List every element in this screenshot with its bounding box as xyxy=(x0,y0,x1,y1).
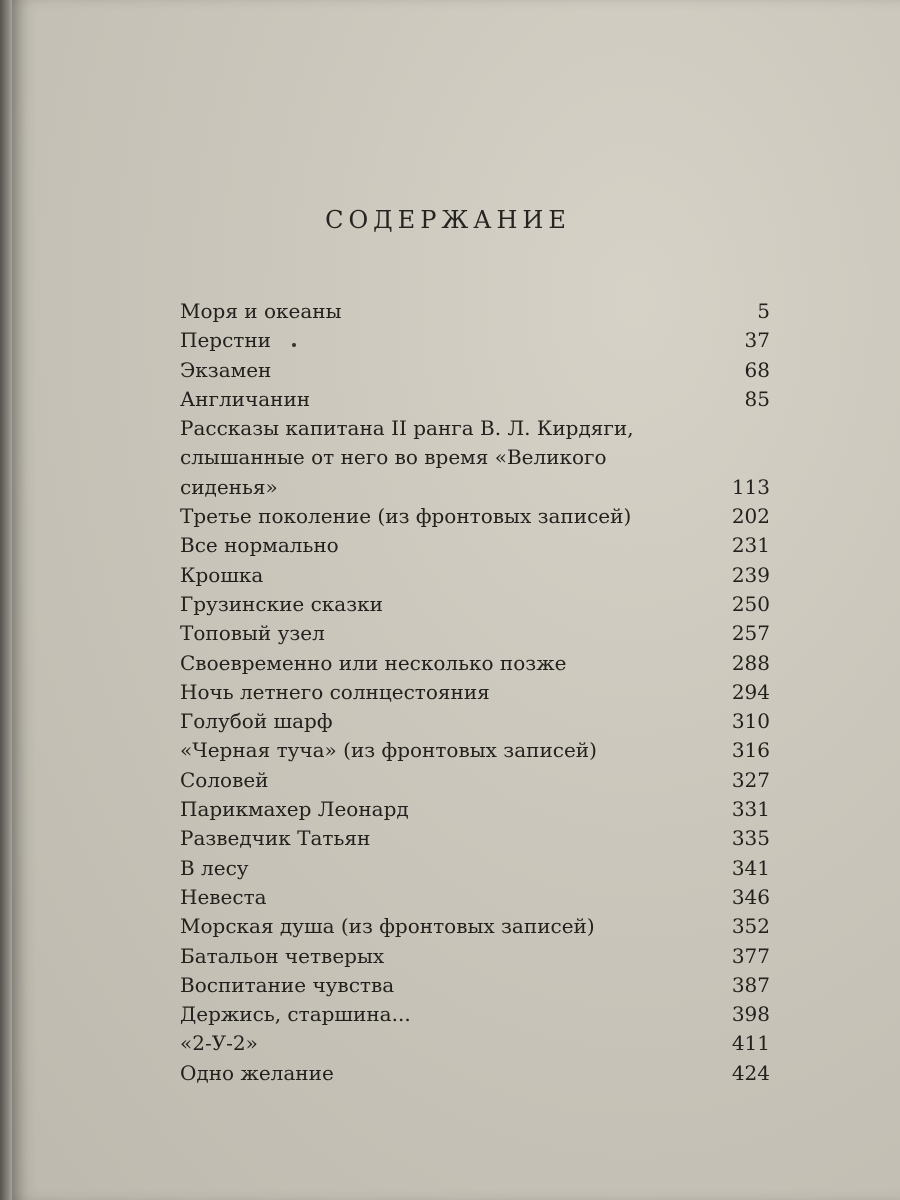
table-of-contents xyxy=(180,297,770,1088)
toc-entry xyxy=(180,385,770,414)
entry-title: «2-У-2» xyxy=(180,1031,258,1056)
toc-entry xyxy=(180,795,770,824)
entry-title: Голубой шарф xyxy=(180,709,333,734)
entry-title: Перстни xyxy=(180,328,272,353)
entry-title: Держись, старшина... xyxy=(180,1002,411,1027)
entry-title: Соловей xyxy=(180,767,269,792)
entry-title: Грузинские сказки xyxy=(180,591,383,616)
entry-title: Моря и океаны xyxy=(180,299,342,323)
entry-title: Англичанин xyxy=(180,386,311,411)
toc-entry xyxy=(180,414,770,502)
entry-title: «Черная туча» (из фронтовых записей) xyxy=(180,738,597,763)
entry-title: Все нормально xyxy=(180,533,339,558)
toc-entry xyxy=(180,619,770,648)
entry-title: Экзамен xyxy=(180,357,272,382)
entry-page: 37 xyxy=(744,328,770,353)
toc-entry xyxy=(180,971,770,1000)
entry-page: 331 xyxy=(731,797,770,822)
entry-title: Топовый узел xyxy=(180,621,325,646)
entry-title: Ночь летнего солнцестояния xyxy=(180,679,490,704)
toc-entry xyxy=(180,1059,770,1088)
entry-page: 387 xyxy=(731,972,770,997)
entry-page: 250 xyxy=(731,591,770,616)
toc-entry xyxy=(180,561,770,590)
entry-title: Рассказы капитана II ранга В. Л. Кирдяги, слышанные от него во время «Великого сиденья» xyxy=(180,416,634,499)
entry-page: 5 xyxy=(757,299,770,323)
toc-entry xyxy=(180,942,770,971)
entry-page: 288 xyxy=(731,650,770,675)
entry-title: Третье поколение (из фронтовых записей) xyxy=(180,504,632,529)
toc-entry xyxy=(180,678,770,707)
entry-page: 411 xyxy=(731,1031,770,1056)
entry-page: 68 xyxy=(744,357,770,382)
entry-page: 398 xyxy=(731,1002,770,1027)
toc-entry xyxy=(180,707,770,736)
entry-title: Батальон четверых xyxy=(180,943,385,968)
entry-title: Морская душа (из фронтовых записей) xyxy=(180,914,595,939)
entry-page: 113 xyxy=(731,474,770,499)
toc-entry xyxy=(180,326,770,355)
toc-entry xyxy=(180,531,770,560)
toc-entry xyxy=(180,502,770,531)
entry-title: Крошка xyxy=(180,562,264,587)
page-title: СОДЕРЖАНИЕ xyxy=(325,206,571,234)
toc-entry xyxy=(180,297,770,326)
toc-entry xyxy=(180,590,770,619)
toc-entry xyxy=(180,824,770,853)
entry-page: 335 xyxy=(731,826,770,851)
entry-title: Невеста xyxy=(180,884,267,909)
entry-title: Одно желание xyxy=(180,1060,334,1085)
toc-entry xyxy=(180,1000,770,1029)
entry-page: 294 xyxy=(731,679,770,704)
entry-page: 346 xyxy=(731,884,770,909)
entry-page: 85 xyxy=(744,386,770,411)
entry-page: 202 xyxy=(731,504,770,529)
entry-page: 352 xyxy=(731,914,770,939)
toc-entry xyxy=(180,912,770,941)
entry-title: В лесу xyxy=(180,855,249,880)
book-page xyxy=(12,0,900,1200)
entry-page: 231 xyxy=(731,533,770,558)
entry-title: Своевременно или несколько позже xyxy=(180,650,567,675)
entry-page: 316 xyxy=(731,738,770,763)
entry-title: Воспитание чувства xyxy=(180,972,395,997)
entry-title: Разведчик Татьян xyxy=(180,826,371,851)
entry-page: 239 xyxy=(731,562,770,587)
entry-title: Парикмахер Леонард xyxy=(180,797,409,822)
toc-entry xyxy=(180,736,770,765)
toc-entry xyxy=(180,766,770,795)
toc-entry xyxy=(180,854,770,883)
toc-entry xyxy=(180,1029,770,1058)
toc-entry xyxy=(180,883,770,912)
toc-entry xyxy=(180,649,770,678)
toc-entry xyxy=(180,356,770,385)
entry-page: 377 xyxy=(731,943,770,968)
entry-page: 341 xyxy=(731,855,770,880)
entry-page: 327 xyxy=(731,767,770,792)
entry-page: 424 xyxy=(731,1060,770,1085)
entry-page: 257 xyxy=(731,621,770,646)
entry-page: 310 xyxy=(731,709,770,734)
